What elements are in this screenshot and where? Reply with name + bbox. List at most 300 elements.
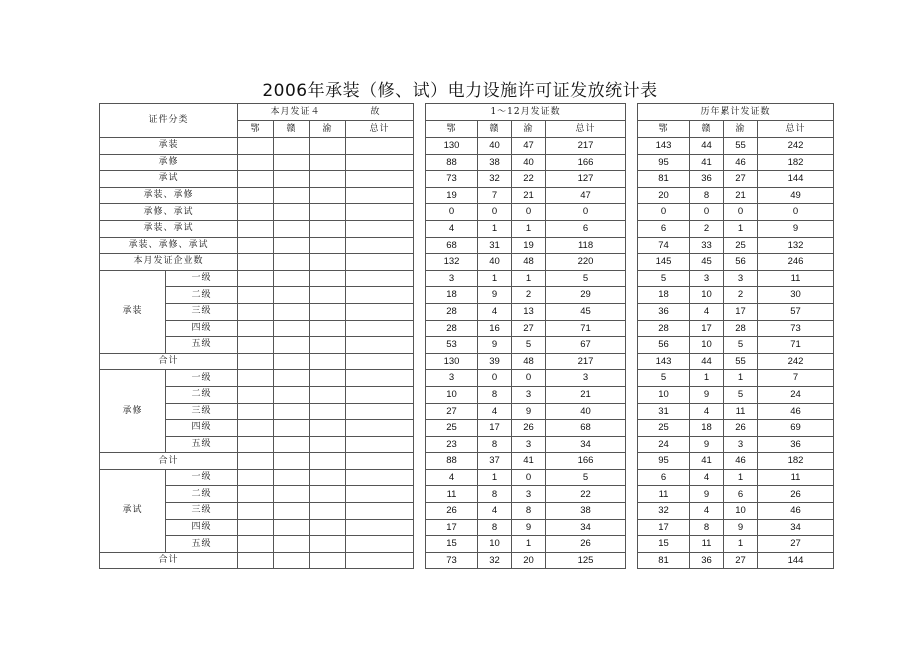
- column-gap: [626, 237, 638, 254]
- row-label: 四级: [166, 519, 238, 536]
- annual-cell: 22: [512, 171, 546, 188]
- column-gap: [626, 370, 638, 387]
- annual-cell: 166: [546, 453, 626, 470]
- column-gap: [414, 254, 426, 271]
- monthly-cell: [274, 453, 310, 470]
- table-row: [100, 386, 834, 403]
- cumulative-cell: 246: [758, 254, 834, 271]
- row-label: 二级: [166, 287, 238, 304]
- row-group-label: 承试: [100, 469, 166, 552]
- annual-cell: 21: [512, 187, 546, 204]
- column-gap: [626, 303, 638, 320]
- annual-cell: 8: [478, 519, 512, 536]
- monthly-cell: [346, 320, 414, 337]
- cumulative-cell: 36: [690, 552, 724, 569]
- row-group-label: 承修: [100, 370, 166, 453]
- monthly-cell: [238, 370, 274, 387]
- monthly-cell: [346, 337, 414, 354]
- cumulative-cell: 5: [638, 370, 690, 387]
- cumulative-cell: 10: [690, 337, 724, 354]
- cumulative-cell: 45: [690, 254, 724, 271]
- cumulative-cell: 9: [690, 436, 724, 453]
- monthly-cell: [310, 503, 346, 520]
- cumulative-cell: 21: [724, 187, 758, 204]
- monthly-cell: [274, 138, 310, 155]
- monthly-cell: [346, 469, 414, 486]
- cumulative-cell: 4: [690, 503, 724, 520]
- row-label: 合计: [100, 453, 238, 470]
- cumulative-cell: 46: [724, 154, 758, 171]
- monthly-cell: [310, 436, 346, 453]
- monthly-cell: [346, 171, 414, 188]
- monthly-cell: [310, 287, 346, 304]
- monthly-cell: [238, 254, 274, 271]
- row-label: 五级: [166, 337, 238, 354]
- cumulative-cell: 55: [724, 138, 758, 155]
- annual-cell: 217: [546, 138, 626, 155]
- column-gap: [626, 503, 638, 520]
- annual-cell: 1: [512, 536, 546, 553]
- cumulative-cell: 36: [690, 171, 724, 188]
- annual-cell: 4: [478, 303, 512, 320]
- cumulative-cell: 11: [758, 469, 834, 486]
- cumulative-cell: 242: [758, 138, 834, 155]
- monthly-cell: [274, 519, 310, 536]
- annual-cell: 3: [426, 370, 478, 387]
- cumulative-cell: 27: [724, 171, 758, 188]
- column-gap: [414, 270, 426, 287]
- annual-cell: 40: [512, 154, 546, 171]
- annual-cell: 68: [546, 420, 626, 437]
- annual-cell: 5: [546, 270, 626, 287]
- cumulative-cell: 2: [690, 220, 724, 237]
- monthly-cell: [274, 154, 310, 171]
- cumulative-cell: 4: [690, 469, 724, 486]
- annual-cell: 48: [512, 353, 546, 370]
- annual-cell: 32: [478, 552, 512, 569]
- annual-cell: 47: [546, 187, 626, 204]
- monthly-cell: [346, 536, 414, 553]
- column-gap: [626, 420, 638, 437]
- annual-cell: 45: [546, 303, 626, 320]
- cumulative-cell: 49: [758, 187, 834, 204]
- monthly-cell: [346, 138, 414, 155]
- cumulative-cell: 41: [690, 154, 724, 171]
- cumulative-cell: 145: [638, 254, 690, 271]
- cumulative-cell: 0: [638, 204, 690, 221]
- column-gap: [414, 552, 426, 569]
- cumulative-cell: 5: [638, 270, 690, 287]
- annual-cell: 125: [546, 552, 626, 569]
- cumulative-cell: 11: [638, 486, 690, 503]
- monthly-cell: [346, 403, 414, 420]
- table-body: [100, 104, 834, 569]
- monthly-cell: [238, 187, 274, 204]
- annual-cell: 1: [478, 270, 512, 287]
- table-row: [100, 519, 834, 536]
- column-gap: [414, 353, 426, 370]
- column-gap: [626, 154, 638, 171]
- cumulative-cell: 55: [724, 353, 758, 370]
- monthly-cell: [238, 469, 274, 486]
- column-gap: [626, 469, 638, 486]
- column-gap: [626, 187, 638, 204]
- annual-cell: 8: [478, 486, 512, 503]
- cumulative-cell: 132: [758, 237, 834, 254]
- annual-cell: 132: [426, 254, 478, 271]
- annual-cell: 0: [512, 204, 546, 221]
- column-gap: [414, 469, 426, 486]
- column-gap: [414, 237, 426, 254]
- monthly-cell: [274, 503, 310, 520]
- monthly-cell: [238, 138, 274, 155]
- annual-cell: 88: [426, 154, 478, 171]
- annual-cell: 40: [478, 254, 512, 271]
- annual-cell: 48: [512, 254, 546, 271]
- row-label: 一级: [166, 370, 238, 387]
- cumulative-cell: 36: [638, 303, 690, 320]
- row-label: 一级: [166, 469, 238, 486]
- monthly-cell: [274, 469, 310, 486]
- column-gap: [626, 486, 638, 503]
- column-gap: [414, 453, 426, 470]
- annual-cell: 0: [512, 469, 546, 486]
- column-gap: [626, 552, 638, 569]
- cumulative-cell: 2: [724, 287, 758, 304]
- header-e: 鄂: [638, 121, 690, 138]
- column-gap: [626, 320, 638, 337]
- annual-cell: 9: [478, 337, 512, 354]
- column-gap: [414, 171, 426, 188]
- monthly-cell: [310, 303, 346, 320]
- cumulative-cell: 95: [638, 154, 690, 171]
- cumulative-cell: 15: [638, 536, 690, 553]
- header-group-cumulative: 历年累计发证数: [638, 104, 834, 121]
- cumulative-cell: 1: [724, 220, 758, 237]
- annual-cell: 220: [546, 254, 626, 271]
- cumulative-cell: 182: [758, 453, 834, 470]
- row-label: 四级: [166, 420, 238, 437]
- annual-cell: 40: [546, 403, 626, 420]
- column-gap: [414, 154, 426, 171]
- header-group-annual: 1～12月发证数: [426, 104, 626, 121]
- monthly-cell: [310, 320, 346, 337]
- monthly-cell: [238, 403, 274, 420]
- annual-cell: 73: [426, 171, 478, 188]
- column-gap: [414, 403, 426, 420]
- cumulative-cell: 1: [724, 469, 758, 486]
- monthly-cell: [238, 237, 274, 254]
- annual-cell: 4: [426, 469, 478, 486]
- annual-cell: 26: [546, 536, 626, 553]
- annual-cell: 8: [512, 503, 546, 520]
- monthly-cell: [274, 420, 310, 437]
- monthly-cell: [310, 187, 346, 204]
- monthly-cell: [310, 270, 346, 287]
- column-gap: [414, 536, 426, 553]
- annual-cell: 0: [478, 204, 512, 221]
- monthly-cell: [274, 270, 310, 287]
- row-label: 三级: [166, 403, 238, 420]
- monthly-cell: [310, 420, 346, 437]
- annual-cell: 1: [512, 220, 546, 237]
- column-gap: [414, 370, 426, 387]
- monthly-cell: [346, 287, 414, 304]
- monthly-cell: [346, 154, 414, 171]
- header-group-monthly: 本月发证４ 故: [238, 104, 414, 121]
- annual-cell: 15: [426, 536, 478, 553]
- monthly-cell: [238, 204, 274, 221]
- monthly-cell: [310, 386, 346, 403]
- annual-cell: 9: [512, 519, 546, 536]
- monthly-cell: [310, 403, 346, 420]
- column-gap: [414, 303, 426, 320]
- annual-cell: 4: [478, 503, 512, 520]
- monthly-cell: [346, 254, 414, 271]
- column-gap: [414, 204, 426, 221]
- monthly-cell: [274, 386, 310, 403]
- annual-cell: 88: [426, 453, 478, 470]
- monthly-cell: [310, 138, 346, 155]
- annual-cell: 3: [426, 270, 478, 287]
- annual-cell: 10: [426, 386, 478, 403]
- cumulative-cell: 0: [758, 204, 834, 221]
- monthly-cell: [346, 237, 414, 254]
- cumulative-cell: 5: [724, 386, 758, 403]
- column-gap: [626, 403, 638, 420]
- cumulative-cell: 17: [724, 303, 758, 320]
- cumulative-cell: 144: [758, 171, 834, 188]
- table-row: [100, 287, 834, 304]
- column-gap: [414, 519, 426, 536]
- table-row: [100, 436, 834, 453]
- row-label: 五级: [166, 536, 238, 553]
- monthly-cell: [346, 187, 414, 204]
- annual-cell: 31: [478, 237, 512, 254]
- monthly-cell: [238, 436, 274, 453]
- cumulative-cell: 26: [758, 486, 834, 503]
- cumulative-cell: 7: [758, 370, 834, 387]
- annual-cell: 67: [546, 337, 626, 354]
- annual-cell: 27: [512, 320, 546, 337]
- cumulative-cell: 69: [758, 420, 834, 437]
- annual-cell: 2: [512, 287, 546, 304]
- annual-cell: 71: [546, 320, 626, 337]
- cumulative-cell: 46: [724, 453, 758, 470]
- table-row: [100, 254, 834, 271]
- annual-cell: 1: [478, 220, 512, 237]
- monthly-cell: [238, 353, 274, 370]
- cumulative-cell: 27: [758, 536, 834, 553]
- annual-cell: 5: [546, 469, 626, 486]
- cumulative-cell: 17: [690, 320, 724, 337]
- column-gap: [414, 420, 426, 437]
- annual-cell: 5: [512, 337, 546, 354]
- monthly-cell: [274, 370, 310, 387]
- cumulative-cell: 6: [638, 220, 690, 237]
- cumulative-cell: 57: [758, 303, 834, 320]
- monthly-cell: [346, 353, 414, 370]
- annual-cell: 39: [478, 353, 512, 370]
- monthly-cell: [274, 403, 310, 420]
- annual-cell: 38: [546, 503, 626, 520]
- annual-cell: 11: [426, 486, 478, 503]
- table-row: [100, 552, 834, 569]
- monthly-cell: [238, 154, 274, 171]
- row-label: 一级: [166, 270, 238, 287]
- column-gap: [414, 287, 426, 304]
- monthly-cell: [274, 536, 310, 553]
- monthly-cell: [346, 552, 414, 569]
- table-row: [100, 370, 834, 387]
- monthly-cell: [238, 171, 274, 188]
- cumulative-cell: 1: [724, 370, 758, 387]
- annual-cell: 9: [512, 403, 546, 420]
- row-label: 承试: [100, 171, 238, 188]
- cumulative-cell: 33: [690, 237, 724, 254]
- monthly-cell: [238, 287, 274, 304]
- cumulative-cell: 28: [724, 320, 758, 337]
- annual-cell: 8: [478, 436, 512, 453]
- table-row: [100, 270, 834, 287]
- cumulative-cell: 11: [758, 270, 834, 287]
- cumulative-cell: 3: [724, 436, 758, 453]
- monthly-cell: [346, 453, 414, 470]
- annual-cell: 3: [512, 386, 546, 403]
- monthly-cell: [310, 469, 346, 486]
- column-gap: [626, 270, 638, 287]
- cumulative-cell: 5: [724, 337, 758, 354]
- annual-cell: 4: [426, 220, 478, 237]
- column-gap: [414, 436, 426, 453]
- table-row: [100, 204, 834, 221]
- annual-cell: 1: [512, 270, 546, 287]
- cumulative-cell: 31: [638, 403, 690, 420]
- column-gap: [626, 519, 638, 536]
- cumulative-cell: 10: [638, 386, 690, 403]
- column-gap: [626, 287, 638, 304]
- cumulative-cell: 8: [690, 519, 724, 536]
- cumulative-cell: 81: [638, 171, 690, 188]
- monthly-cell: [346, 303, 414, 320]
- cumulative-cell: 46: [758, 403, 834, 420]
- cumulative-cell: 6: [724, 486, 758, 503]
- annual-cell: 47: [512, 138, 546, 155]
- annual-cell: 13: [512, 303, 546, 320]
- annual-cell: 29: [546, 287, 626, 304]
- cumulative-cell: 30: [758, 287, 834, 304]
- annual-cell: 37: [478, 453, 512, 470]
- table-row: [100, 420, 834, 437]
- table-row: [100, 453, 834, 470]
- cumulative-cell: 25: [638, 420, 690, 437]
- table-row: [100, 138, 834, 155]
- annual-cell: 166: [546, 154, 626, 171]
- column-gap: [414, 503, 426, 520]
- annual-cell: 23: [426, 436, 478, 453]
- monthly-cell: [274, 320, 310, 337]
- column-gap: [414, 104, 426, 138]
- annual-cell: 38: [478, 154, 512, 171]
- monthly-cell: [238, 420, 274, 437]
- annual-cell: 34: [546, 519, 626, 536]
- cumulative-cell: 81: [638, 552, 690, 569]
- row-label: 承装: [100, 138, 238, 155]
- cumulative-cell: 3: [724, 270, 758, 287]
- cumulative-cell: 46: [758, 503, 834, 520]
- table-row: [100, 337, 834, 354]
- cumulative-cell: 44: [690, 353, 724, 370]
- cumulative-cell: 71: [758, 337, 834, 354]
- cumulative-cell: 9: [690, 386, 724, 403]
- column-gap: [414, 337, 426, 354]
- cumulative-cell: 44: [690, 138, 724, 155]
- monthly-cell: [274, 220, 310, 237]
- table-row: [100, 187, 834, 204]
- monthly-cell: [310, 254, 346, 271]
- row-label: 二级: [166, 386, 238, 403]
- column-gap: [626, 436, 638, 453]
- column-gap: [626, 171, 638, 188]
- annual-cell: 26: [426, 503, 478, 520]
- column-gap: [626, 386, 638, 403]
- header-gan: 赣: [274, 121, 310, 138]
- cumulative-cell: 17: [638, 519, 690, 536]
- annual-cell: 130: [426, 138, 478, 155]
- monthly-cell: [274, 254, 310, 271]
- cumulative-cell: 95: [638, 453, 690, 470]
- annual-cell: 21: [546, 386, 626, 403]
- annual-cell: 20: [512, 552, 546, 569]
- column-gap: [626, 204, 638, 221]
- cumulative-cell: 182: [758, 154, 834, 171]
- table-row: [100, 171, 834, 188]
- cumulative-cell: 10: [724, 503, 758, 520]
- cumulative-cell: 242: [758, 353, 834, 370]
- monthly-cell: [274, 486, 310, 503]
- monthly-cell: [310, 154, 346, 171]
- cumulative-cell: 18: [638, 287, 690, 304]
- annual-cell: 0: [546, 204, 626, 221]
- cumulative-cell: 74: [638, 237, 690, 254]
- annual-cell: 8: [478, 386, 512, 403]
- monthly-cell: [238, 453, 274, 470]
- cumulative-cell: 0: [690, 204, 724, 221]
- cumulative-cell: 143: [638, 138, 690, 155]
- annual-cell: 27: [426, 403, 478, 420]
- monthly-cell: [346, 519, 414, 536]
- monthly-cell: [310, 220, 346, 237]
- row-group-label: 承装: [100, 270, 166, 353]
- annual-cell: 130: [426, 353, 478, 370]
- cumulative-cell: 27: [724, 552, 758, 569]
- monthly-cell: [238, 303, 274, 320]
- monthly-cell: [346, 420, 414, 437]
- row-label: 承装、承修: [100, 187, 238, 204]
- monthly-cell: [238, 270, 274, 287]
- header-row-groups: [100, 104, 834, 121]
- monthly-cell: [274, 436, 310, 453]
- monthly-cell: [310, 536, 346, 553]
- cumulative-cell: 28: [638, 320, 690, 337]
- annual-cell: 17: [478, 420, 512, 437]
- annual-cell: 118: [546, 237, 626, 254]
- annual-cell: 68: [426, 237, 478, 254]
- monthly-cell: [238, 220, 274, 237]
- annual-cell: 19: [426, 187, 478, 204]
- monthly-cell: [346, 503, 414, 520]
- cumulative-cell: 9: [724, 519, 758, 536]
